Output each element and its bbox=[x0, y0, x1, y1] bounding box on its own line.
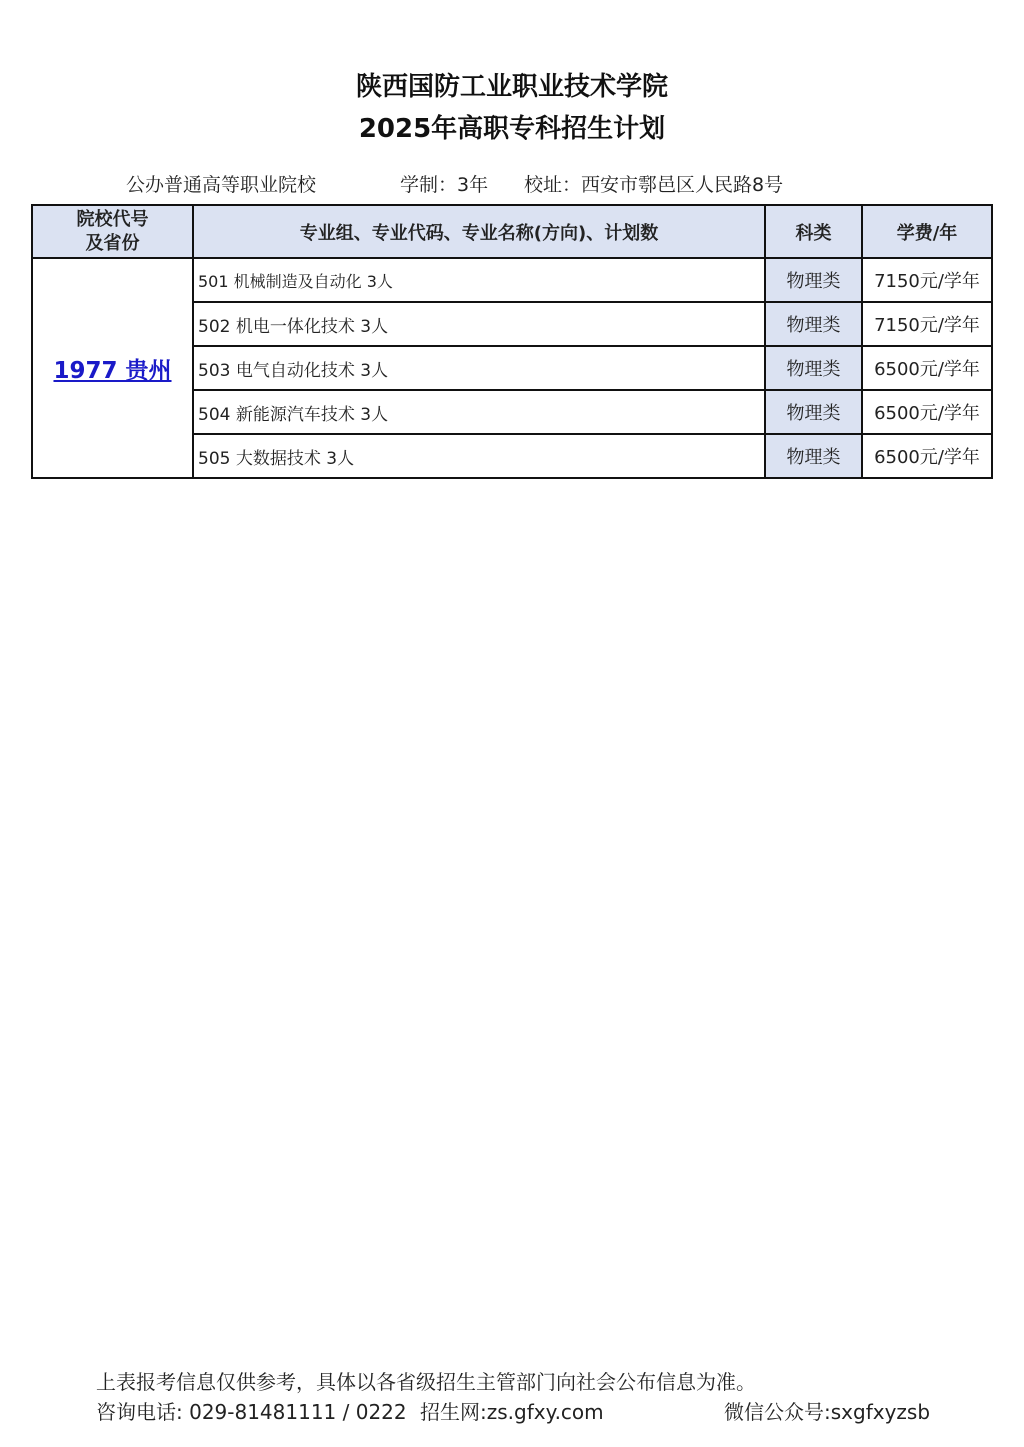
fee-cell: 6500元/学年 bbox=[862, 390, 992, 434]
document-subtitle: 2025年高职专科招生计划 bbox=[358, 114, 666, 144]
fee-cell: 7150元/学年 bbox=[862, 258, 992, 302]
header-category: 科类 bbox=[765, 205, 862, 258]
category-cell: 物理类 bbox=[765, 346, 862, 390]
fee-cell: 7150元/学年 bbox=[862, 302, 992, 346]
table-row bbox=[32, 258, 992, 302]
major-cell: 503 电气自动化技术 3人 bbox=[193, 346, 765, 390]
category-cell: 物理类 bbox=[765, 434, 862, 478]
fee-cell: 6500元/学年 bbox=[862, 346, 992, 390]
footer-phone: 咨询电话: 029-81481111 / 0222 bbox=[96, 1400, 407, 1424]
header-major: 专业组、专业代码、专业名称(方向)、计划数 bbox=[193, 205, 765, 258]
major-cell: 504 新能源汽车技术 3人 bbox=[193, 390, 765, 434]
major-cell: 501 机械制造及自动化 3人 bbox=[193, 258, 765, 302]
school-address: 校址：西安市鄠邑区人民路8号 bbox=[524, 174, 784, 196]
header-school-code bbox=[32, 205, 193, 258]
major-cell: 502 机电一体化技术 3人 bbox=[193, 302, 765, 346]
category-cell: 物理类 bbox=[765, 258, 862, 302]
document-title: 陕西国防工业职业技术学院 bbox=[355, 72, 668, 102]
footer-wechat: 微信公众号:sxgfxyzsb bbox=[724, 1400, 931, 1424]
category-cell: 物理类 bbox=[765, 302, 862, 346]
header-fee: 学费/年 bbox=[862, 205, 992, 258]
fee-cell: 6500元/学年 bbox=[862, 434, 992, 478]
school-code-link[interactable]: 1977 贵州 bbox=[53, 357, 172, 384]
school-code-cell bbox=[32, 258, 193, 478]
school-type: 公办普通高等职业院校 bbox=[126, 174, 317, 196]
category-cell: 物理类 bbox=[765, 390, 862, 434]
study-duration: 学制：3年 bbox=[400, 174, 489, 196]
footer-website: 招生网:zs.gfxy.com bbox=[420, 1400, 604, 1424]
header-school-code-line2: 及省份 bbox=[85, 232, 140, 254]
enrollment-plan-table bbox=[31, 204, 993, 479]
header-school-code-line1: 院校代号 bbox=[76, 208, 149, 230]
footer-note: 上表报考信息仅供参考，具体以各省级招生主管部门向社会公布信息为准。 bbox=[96, 1370, 756, 1394]
major-cell: 505 大数据技术 3人 bbox=[193, 434, 765, 478]
table-header-row bbox=[32, 205, 992, 258]
